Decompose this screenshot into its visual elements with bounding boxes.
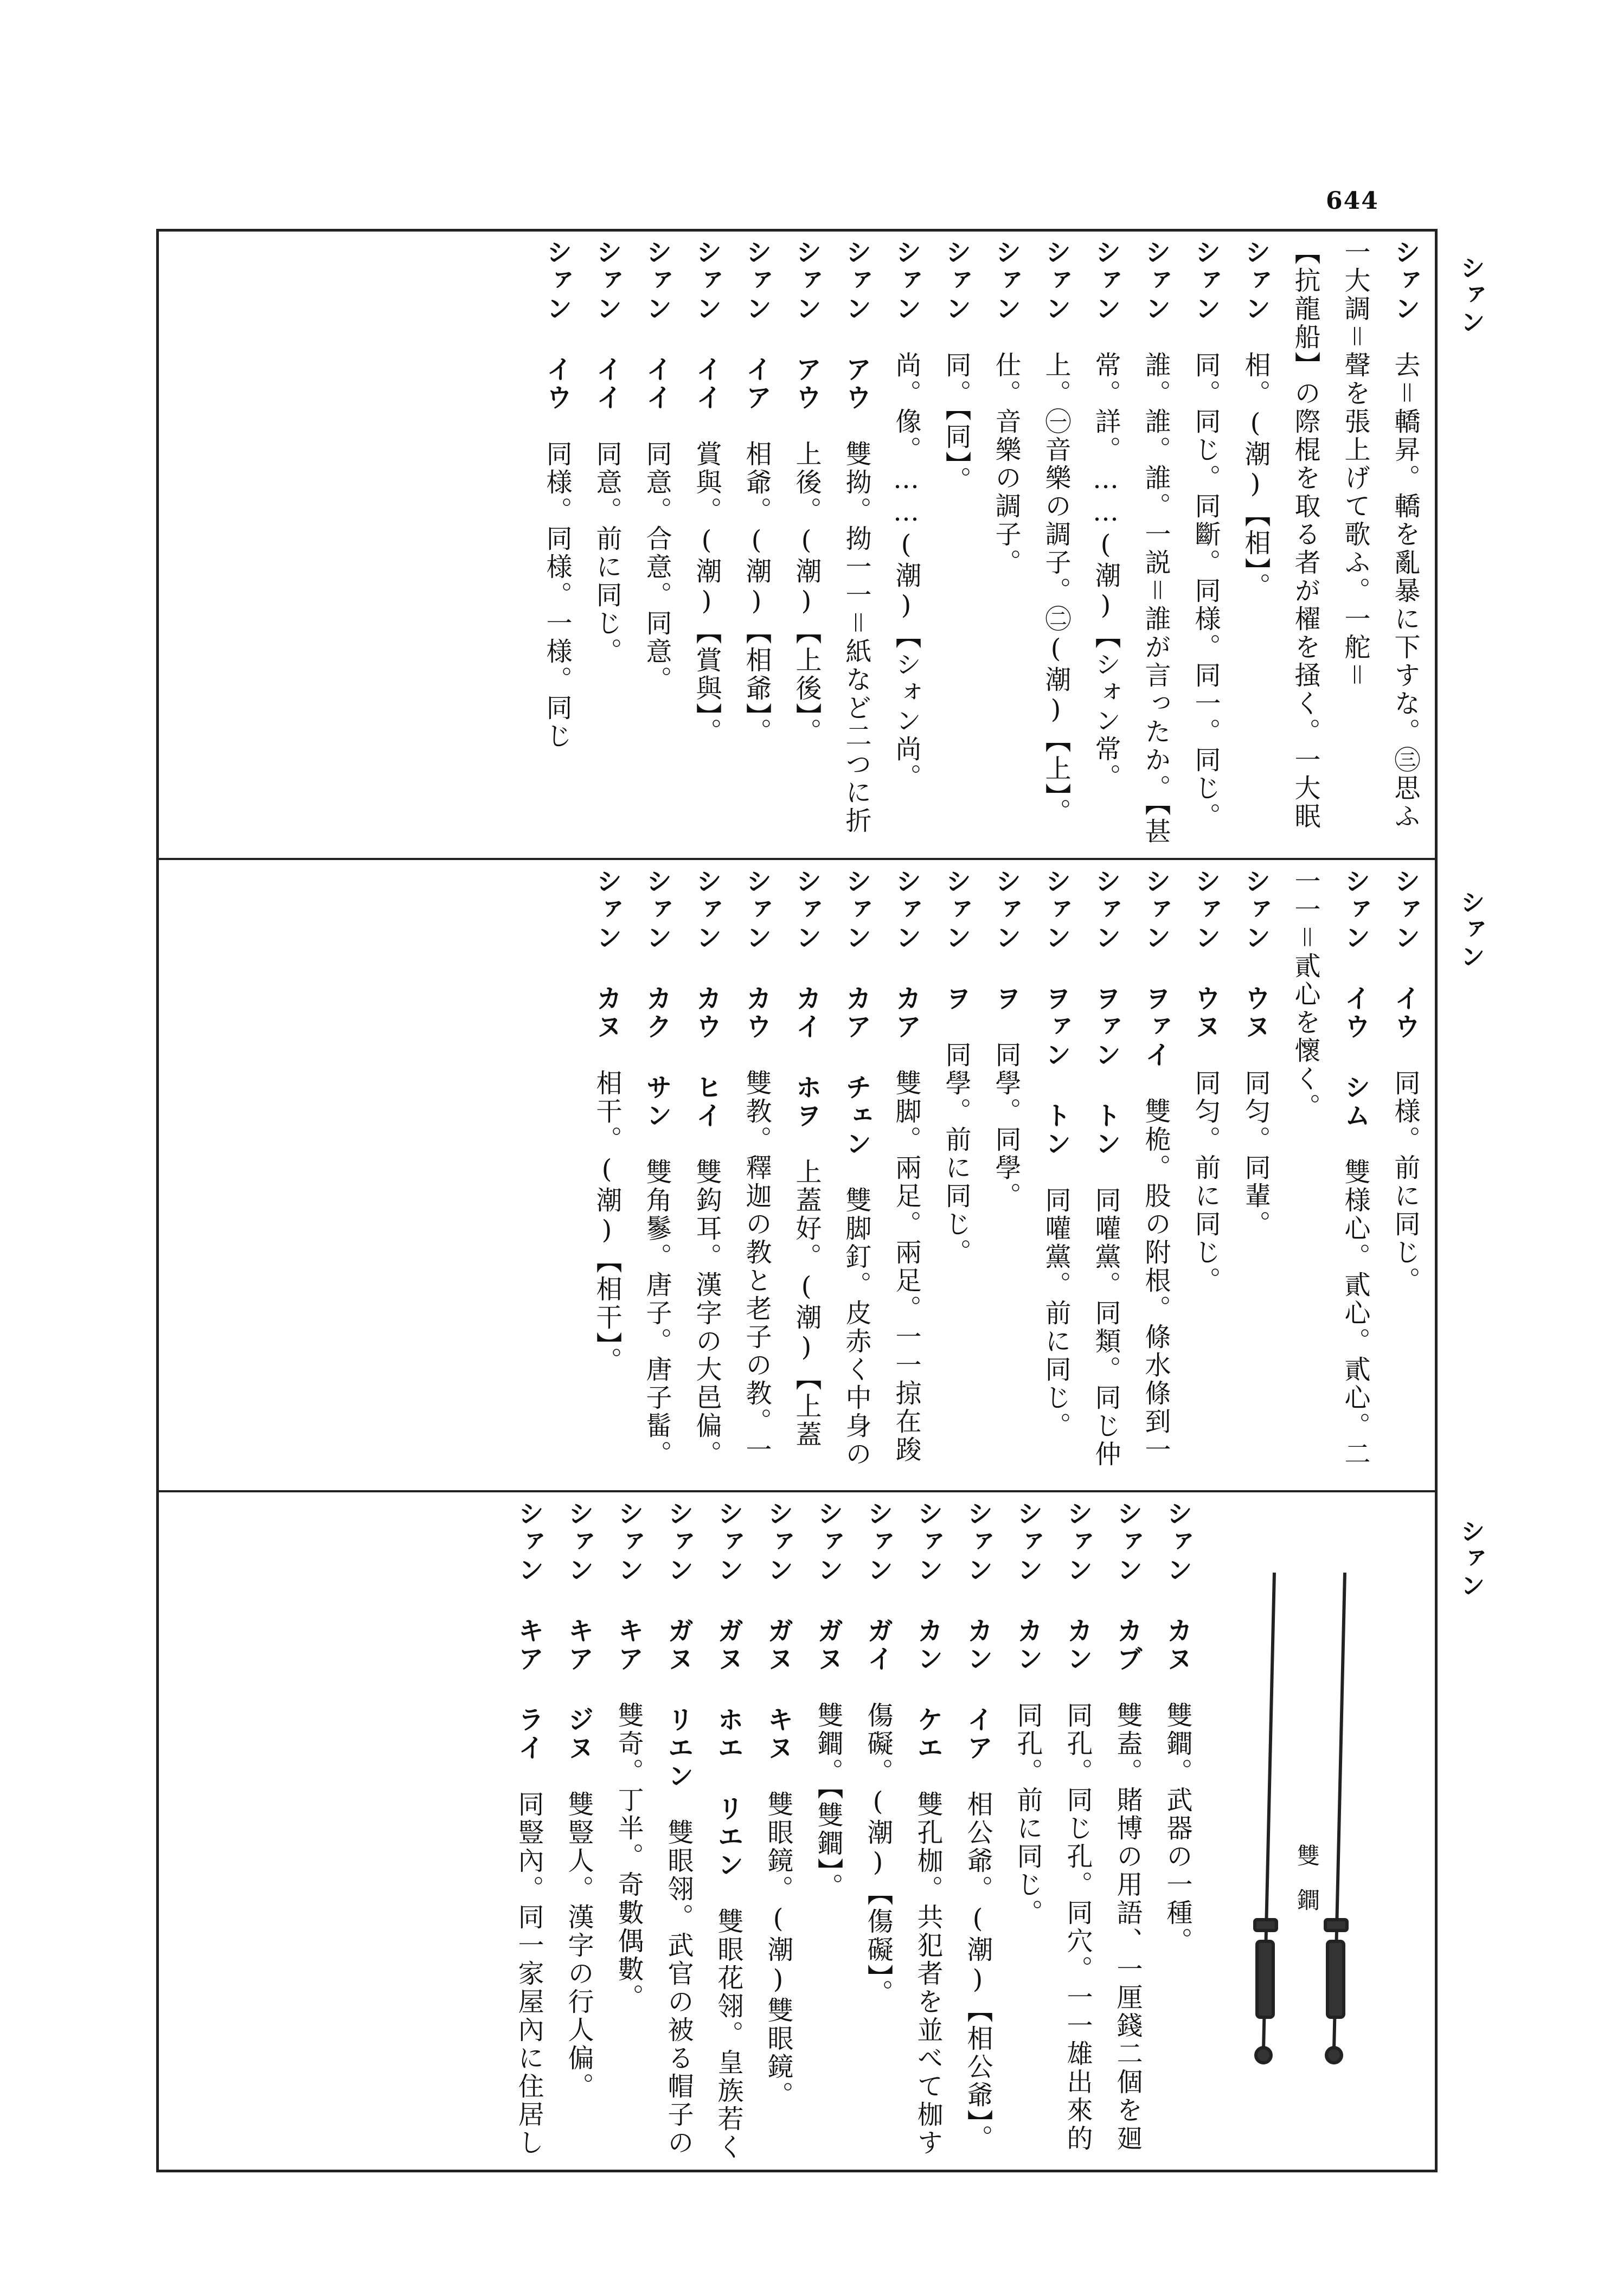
dictionary-entry <box>1279 239 1329 851</box>
entry-definition: 同學。前に同じ。 <box>941 1041 971 1267</box>
entry-column-group <box>581 868 1429 1483</box>
entry-definition: 雙拗。拗一一＝紙など二つに折 <box>841 440 871 835</box>
entry-definition: 上後。(潮)【上後】。 <box>791 440 822 746</box>
side-label-2: シァン <box>1457 889 1486 971</box>
entry-headword: シァン <box>891 239 921 351</box>
side-label-3: シァン <box>1457 1518 1486 1600</box>
dictionary-entry <box>553 1500 602 2167</box>
dictionary-entry <box>1130 239 1179 851</box>
dictionary-entry <box>1229 239 1279 851</box>
entry-definition: 相干。(潮)【相干】。 <box>592 1069 622 1375</box>
dictionary-entry <box>681 239 730 851</box>
entry-headword: シァン アウ <box>791 239 822 440</box>
entry-headword: シァン イウ シム <box>1340 868 1370 1158</box>
entry-definition: 同豎內。同一家屋內に住居し <box>514 1791 544 2157</box>
dictionary-entry <box>1151 1500 1201 2167</box>
entry-headword: シァン カウ ヒイ <box>691 868 722 1158</box>
entry-definition: 去＝轎昇。轎を亂暴に下すな。㊂思ふ <box>1390 351 1420 831</box>
dictionary-entry <box>1030 868 1080 1483</box>
dictionary-entry <box>531 239 581 851</box>
dictionary-section-3 <box>163 1500 1429 2167</box>
entry-headword: シァン ヲァン トン <box>1090 868 1121 1187</box>
entry-definition: 雙角鬖。唐子。唐子髷。 <box>641 1158 672 1468</box>
dictionary-entry <box>930 239 980 851</box>
entry-headword: シァン <box>1240 239 1271 351</box>
entry-headword: シァン <box>1390 239 1420 351</box>
dictionary-entry <box>1329 868 1379 1483</box>
entry-headword: シァン イア <box>741 239 772 440</box>
entry-definition: 上蓋好。(潮)【上蓋 <box>791 1158 822 1449</box>
dictionary-entry <box>1229 868 1279 1483</box>
dictionary-entry <box>880 868 930 1483</box>
side-label-1: シァン <box>1457 255 1486 336</box>
dictionary-entry <box>902 1500 952 2167</box>
entry-definition: 同。【同】。 <box>941 351 971 495</box>
entry-column-group <box>503 1500 1201 2167</box>
entry-headword: シァン カン ケエ <box>913 1500 943 1791</box>
entry-definition: 常。詳。……(潮)【シォン常。 <box>1090 351 1121 792</box>
section-divider <box>156 1490 1438 1492</box>
page-number: 644 <box>1326 187 1379 215</box>
entry-definition: 相。(潮)【相】。 <box>1240 351 1271 601</box>
entry-definition: 雙眼鏡。(潮)雙眼鏡。 <box>763 1791 793 2109</box>
dictionary-entry <box>752 1500 802 2167</box>
dictionary-entry <box>503 1500 553 2167</box>
dictionary-entry <box>780 239 830 851</box>
dictionary-entry <box>1279 868 1329 1483</box>
entry-headword: シァン イイ <box>592 239 622 440</box>
dictionary-entry <box>681 868 730 1483</box>
dictionary-entry <box>980 868 1030 1483</box>
entry-definition: 雙豎人。漢字の行人偏。 <box>563 1791 594 2101</box>
entry-definition: 同匀。前に同じ。 <box>1190 1069 1221 1295</box>
entry-definition: 同匀。同輩。 <box>1240 1069 1271 1239</box>
entry-definition: 雙孔枷。共犯者を並べて枷す <box>913 1791 943 2157</box>
entry-definition: 雙盍。賭博の用語、一厘錢二個を廻 <box>1112 1702 1143 2153</box>
dictionary-entry <box>1080 868 1130 1483</box>
entry-headword: シァン イウ <box>542 239 572 440</box>
entry-definition: 誰。誰。誰。一説＝誰が言ったか。【甚 <box>1140 351 1171 846</box>
dictionary-entry <box>652 1500 702 2167</box>
entry-definition: 同學。同學。 <box>991 1041 1021 1210</box>
entry-definition: 雙脚。兩足。兩足。一一掠在踆 <box>891 1069 921 1464</box>
dictionary-entry <box>830 868 880 1483</box>
entry-headword: シァン キア ジヌ <box>563 1500 594 1791</box>
entry-headword: シァン ヲ <box>941 868 971 1041</box>
dictionary-section-2 <box>163 868 1429 1483</box>
entry-headword: シァン カン <box>1062 1500 1093 1702</box>
entry-definition: 同意。前に同じ。 <box>592 440 622 666</box>
entry-definition: 一一＝貳心を懷く。 <box>1290 868 1320 1121</box>
entry-headword: シァン ガヌ キヌ <box>763 1500 793 1791</box>
entry-headword: シァン カン <box>1012 1500 1043 1702</box>
entry-headword: シァン ガヌ リエン <box>663 1500 694 1819</box>
entry-column-group <box>531 239 1429 851</box>
entry-definition: 賞與。(潮)【賞與】。 <box>691 440 722 746</box>
entry-headword: シァン アウ <box>841 239 871 440</box>
entry-definition: 一大調＝聲を張上げて歌ふ。一舵＝ <box>1340 239 1370 690</box>
entry-definition: 雙奇。丁半。奇數偶數。 <box>613 1702 644 2012</box>
entry-definition: 同嚾黨。同類。同じ仲 <box>1090 1187 1121 1468</box>
dictionary-entry <box>1080 239 1130 851</box>
entry-headword: シァン カヌ <box>1162 1500 1192 1702</box>
dictionary-entry <box>730 868 780 1483</box>
dictionary-entry <box>780 868 830 1483</box>
entry-headword: シァン カヌ <box>592 868 622 1069</box>
dictionary-entry <box>730 239 780 851</box>
dictionary-entry <box>952 1500 1002 2167</box>
entry-headword: シァン ガヌ <box>813 1500 843 1702</box>
entry-headword: シァン <box>1090 239 1121 351</box>
dictionary-entry <box>581 868 631 1483</box>
dictionary-entry <box>1030 239 1080 851</box>
entry-headword: シァン イウ <box>1390 868 1420 1069</box>
entry-definition: 同孔。同じ孔。同穴。一一雄出來的 <box>1062 1702 1093 2153</box>
dictionary-entry <box>631 868 681 1483</box>
dictionary-entry <box>830 239 880 851</box>
entry-definition: 相爺。(潮)【相爺】。 <box>741 440 772 746</box>
entry-definition: 雙鐧。武器の一種。 <box>1162 1702 1192 1955</box>
entry-definition: 同様。前に同じ。 <box>1390 1069 1420 1295</box>
entry-definition: 同様。同様。一様。同じ <box>542 440 572 751</box>
section-divider <box>156 858 1438 860</box>
entry-definition: 雙教。釋迦の教と老子の教。一 <box>741 1069 772 1464</box>
entry-headword: シァン カイ ホヲ <box>791 868 822 1158</box>
twin-mace-illustration <box>1242 1562 1367 2077</box>
dictionary-entry <box>1329 239 1379 851</box>
entry-headword: シァン カウ <box>741 868 772 1069</box>
entry-definition: 傷礙。(潮)【傷礙】。 <box>863 1702 893 2008</box>
dictionary-entry <box>1179 868 1229 1483</box>
entry-headword: シァン カン イア <box>963 1500 993 1791</box>
entry-headword: シァン <box>991 239 1021 351</box>
entry-headword: シァン ウヌ <box>1240 868 1271 1069</box>
entry-definition: 雙様心。貳心。貳心。二 <box>1340 1158 1370 1468</box>
entry-headword: シァン カブ <box>1112 1500 1143 1702</box>
entry-definition: 雙鈎耳。漢字の大邑偏。 <box>691 1158 722 1468</box>
dictionary-entry <box>581 239 631 851</box>
entry-headword: シァン <box>1041 239 1071 351</box>
dictionary-section-1 <box>163 239 1429 851</box>
dictionary-entry <box>1130 868 1179 1483</box>
dictionary-entry <box>1101 1500 1151 2167</box>
entry-headword: シァン <box>941 239 971 351</box>
dictionary-entry <box>1002 1500 1051 2167</box>
entry-definition: 【抗龍船】の際棍を取る者が櫂を掻く。一大眠 <box>1290 239 1320 831</box>
dictionary-entry <box>631 239 681 851</box>
entry-headword: シァン カク サン <box>641 868 672 1158</box>
entry-headword: シァン キア <box>613 1500 644 1702</box>
entry-headword: シァン カア チェン <box>841 868 871 1187</box>
entry-definition: 雙脚釘。皮赤く中身の <box>841 1187 871 1468</box>
entry-headword: シァン ウヌ <box>1190 868 1221 1069</box>
figure-caption: 雙鐧 <box>1294 1844 1320 1933</box>
dictionary-entry <box>802 1500 852 2167</box>
entry-headword: シァン ガイ <box>863 1500 893 1702</box>
dictionary-entry <box>702 1500 752 2167</box>
entry-definition: 同意。合意。同意。 <box>641 440 672 694</box>
dictionary-entry <box>602 1500 652 2167</box>
entry-headword: シァン キア ライ <box>514 1500 544 1791</box>
entry-definition: 尚。像。……(潮)【シォン尚。 <box>891 351 921 792</box>
entry-headword: シァン ヲァン トン <box>1041 868 1071 1187</box>
entry-definition: 雙桅。股の附根。條水條到一 <box>1140 1098 1171 1464</box>
dictionary-entry <box>880 239 930 851</box>
entry-definition: 相公爺。(潮)【相公爺】。 <box>963 1791 993 2153</box>
entry-headword: シァン ヲ <box>991 868 1021 1041</box>
entry-definition: 雙眼翎。武官の被る帽子の <box>663 1819 694 2157</box>
entry-headword: シァン <box>1140 239 1171 351</box>
entry-headword: シァン ヲァイ <box>1140 868 1171 1098</box>
entry-headword: シァン ガヌ ホエ リエン <box>713 1500 743 1908</box>
entry-headword: シァン イイ <box>641 239 672 440</box>
entry-definition: 同嚾黨。前に同じ。 <box>1041 1187 1071 1440</box>
entry-headword: シァン カア <box>891 868 921 1069</box>
entry-headword: シァン イイ <box>691 239 722 440</box>
dictionary-entry <box>930 868 980 1483</box>
dictionary-entry <box>1051 1500 1101 2167</box>
entry-definition: 雙眼花翎。皇族若く <box>713 1908 743 2162</box>
entry-definition: 雙鐧。【雙鐧】。 <box>813 1702 843 1901</box>
entry-definition: 上。㊀音樂の調子。㊁(潮)【上】。 <box>1041 351 1071 826</box>
dictionary-entry <box>852 1500 902 2167</box>
dictionary-entry <box>1379 868 1429 1483</box>
dictionary-entry <box>1379 239 1429 851</box>
entry-definition: 同孔。前に同じ。 <box>1012 1702 1043 1927</box>
entry-definition: 仕。音樂の調子。 <box>991 351 1021 577</box>
entry-definition: 同。同じ。同斷。同様。同一。同じ。 <box>1190 351 1221 831</box>
entry-headword: シァン <box>1190 239 1221 351</box>
dictionary-entry <box>980 239 1030 851</box>
dictionary-entry <box>1179 239 1229 851</box>
